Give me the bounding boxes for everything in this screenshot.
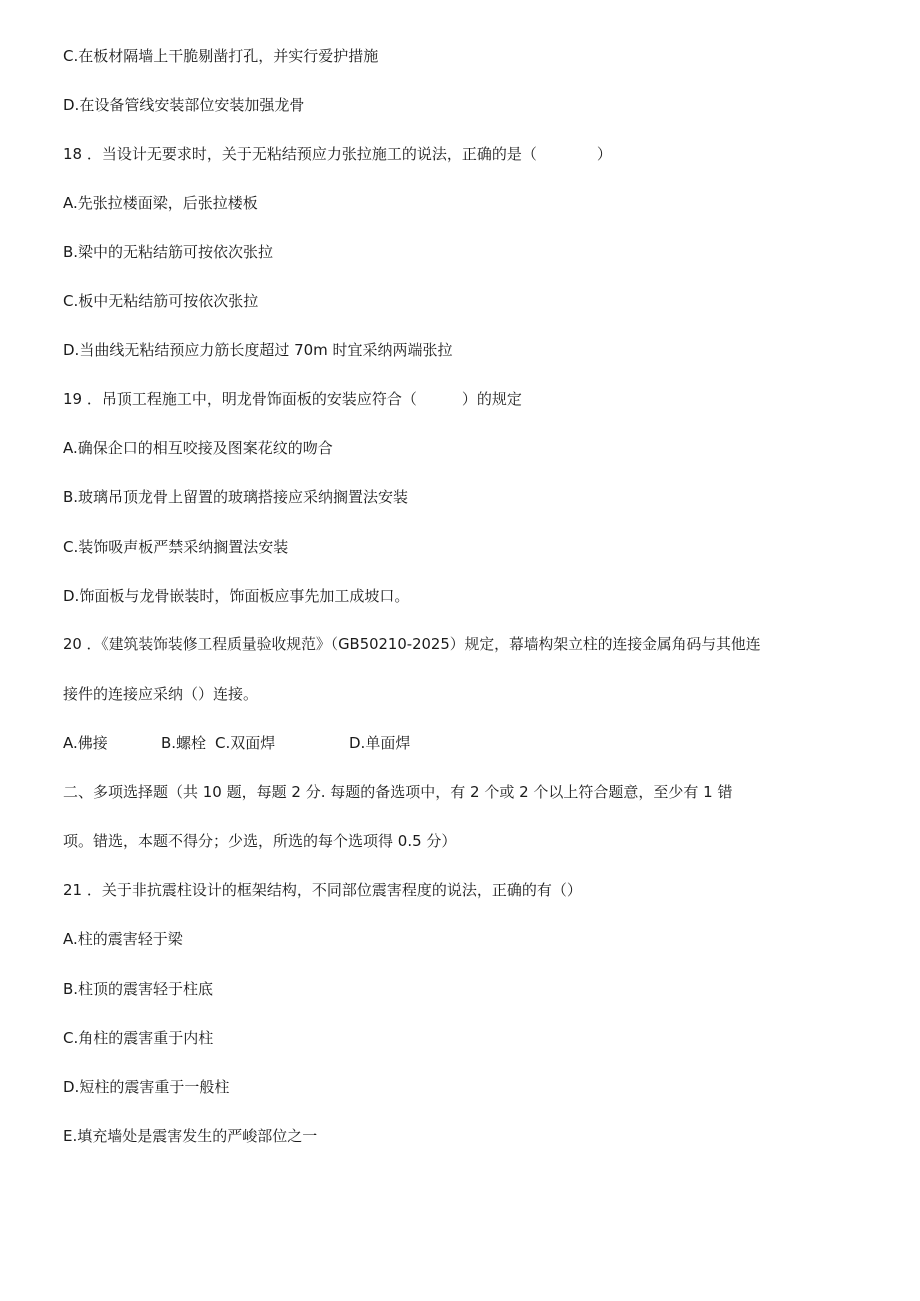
q17-option-d: D.在设备管线安装部位安装加强龙骨 (63, 96, 305, 114)
q20-option-a: A.佛接 (63, 734, 108, 752)
q19-option-a: A.确保企口的相互咬接及图案花纹的吻合 (63, 439, 333, 457)
q21-option-d: D.短柱的震害重于一般柱 (63, 1078, 230, 1096)
q18-stem: 18 ．当设计无要求时，关于无粘结预应力张拉施工的说法，正确的是（ ） (63, 145, 612, 163)
section-2-heading-line-2: 项。错选，本题不得分；少选，所选的每个选项得 0.5 分） (63, 832, 457, 850)
q19-option-d: D.饰面板与龙骨嵌装时，饰面板应事先加工成坡口。 (63, 587, 410, 605)
q17-option-c: C.在板材隔墙上干脆剔凿打孔，并实行爱护措施 (63, 47, 379, 65)
q19-option-b: B.玻璃吊顶龙骨上留置的玻璃搭接应采纳搁置法安装 (63, 488, 409, 506)
q21-stem: 21 ．关于非抗震柱设计的框架结构，不同部位震害程度的说法，正确的有（） (63, 881, 582, 899)
q20-option-c: C.双面焊 (215, 734, 276, 752)
q20-options (63, 733, 410, 753)
q20-option-d: D.单面焊 (349, 734, 411, 752)
q18-option-d: D.当曲线无粘结预应力筋长度超过 70m 时宜采纳两端张拉 (63, 341, 453, 359)
q18-option-b: B.梁中的无粘结筋可按依次张拉 (63, 243, 274, 261)
q21-option-a: A.柱的震害轻于梁 (63, 930, 183, 948)
q20-option-b: B.螺栓 (161, 734, 207, 752)
q20-stem-line-1: 20 ．《建筑装饰装修工程质量验收规范》（GB50210-2025）规定，幕墙构架立柱的连接金属角码与其他连 (63, 636, 761, 653)
q21-option-b: B.柱顶的震害轻于柱底 (63, 980, 214, 998)
q19-option-c: C.装饰吸声板严禁采纳搁置法安装 (63, 538, 289, 556)
q18-option-a: A.先张拉楼面梁，后张拉楼板 (63, 194, 258, 212)
q21-option-c: C.角柱的震害重于内柱 (63, 1029, 214, 1047)
q18-option-c: C.板中无粘结筋可按依次张拉 (63, 292, 259, 310)
q20-stem-line-2: 接件的连接应采纳（）连接。 (63, 685, 259, 703)
q19-stem: 19 ．吊顶工程施工中，明龙骨饰面板的安装应符合（ ）的规定 (63, 390, 522, 408)
section-2-heading-line-1: 二、多项选择题（共 10 题，每题 2 分. 每题的备选项中，有 2 个或 2 个以上符合题意，至少有 1 错 (63, 783, 733, 801)
q21-option-e: E.填充墙处是震害发生的严峻部位之一 (63, 1127, 318, 1145)
